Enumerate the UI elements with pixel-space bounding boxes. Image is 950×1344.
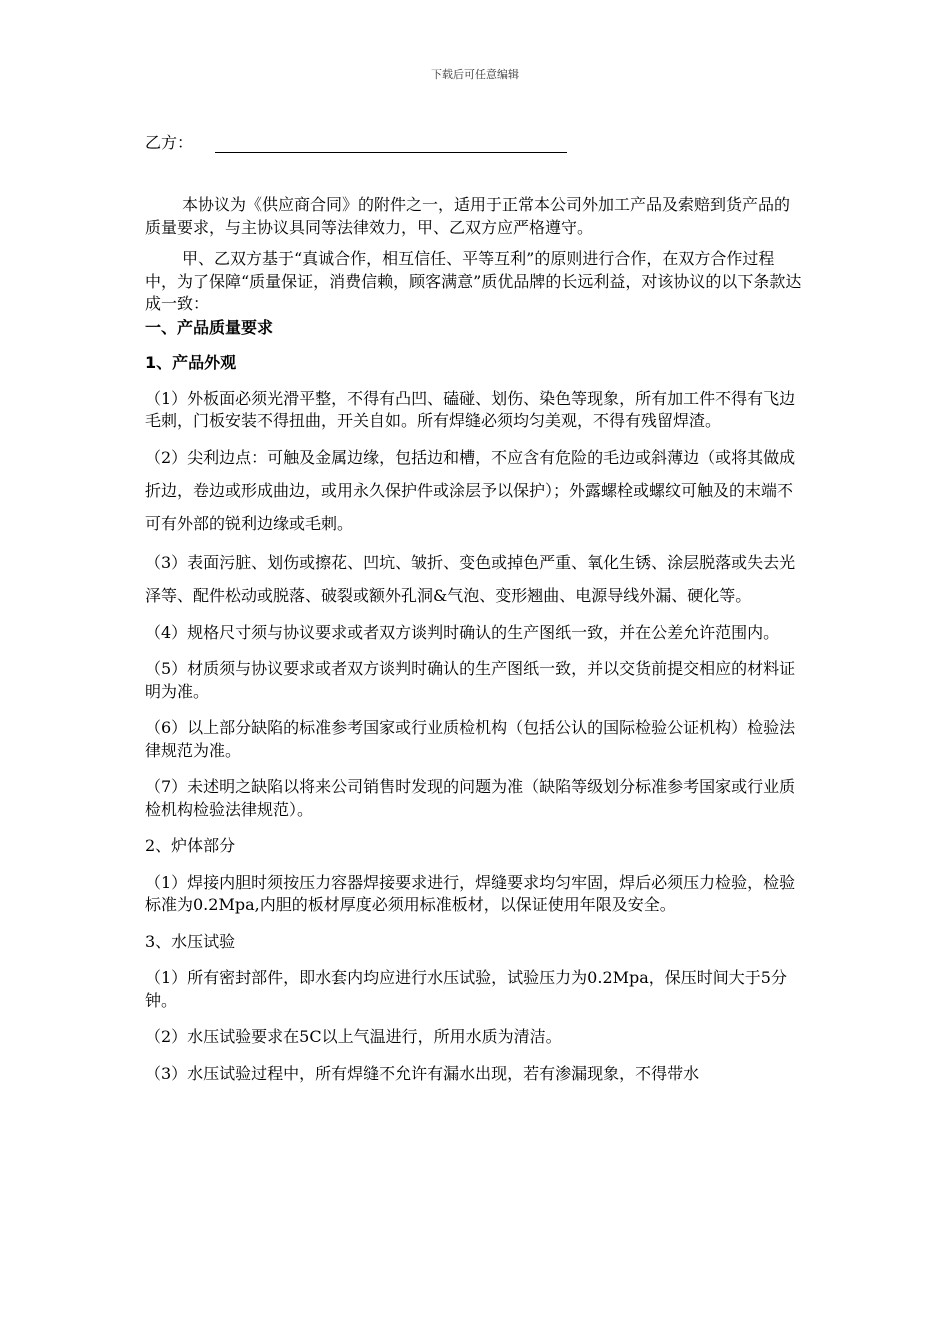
clause-item: （6）以上部分缺陷的标准参考国家或行业质检机构（包括公认的国际检验公证机构）检验法律规范为准。 bbox=[145, 718, 796, 760]
clause-item: （2）尖利边点：可触及金属边缘，包括边和槽，不应含有危险的毛边或斜薄边（或将其做成折边，卷边或形成曲边，或用永久保护件或涂层予以保护）；外露螺栓或螺纹可触及的末端不可有外部的锐利边缘或毛刺。 bbox=[145, 447, 796, 533]
document-body bbox=[145, 123, 805, 1085]
page-header-note: 下载后可任意编辑 bbox=[431, 68, 519, 81]
intro-paragraph: 甲、乙双方基于“真诚合作，相互信任、平等互利”的原则进行合作，在双方合作过程中，为了保障“质量保证，消费信赖，顾客满意”质优品牌的长远利益，对该协议的以下条款达成一致： bbox=[145, 249, 802, 313]
subsection-title: 3、水压试验 bbox=[145, 931, 236, 951]
intro-paragraph: 本协议为《供应商合同》的附件之一，适用于正常本公司外加工产品及索赔到货产品的质量要求，与主协议具同等法律效力，甲、乙双方应严格遵守。 bbox=[145, 195, 791, 237]
party-b-label: 乙方： bbox=[145, 133, 194, 152]
party-b-line bbox=[145, 123, 805, 153]
party-b-blank bbox=[215, 132, 567, 153]
clause-item: （1）外板面必须光滑平整，不得有凸凹、磕碰、划伤、染色等现象，所有加工件不得有飞边毛刺，门板安装不得扭曲，开关自如。所有焊缝必须均匀美观，不得有残留焊渣。 bbox=[145, 388, 796, 430]
clause-item: （1）焊接内胆时须按压力容器焊接要求进行，焊缝要求均匀牢固，焊后必须压力检验，检验标准为0.2Mpa,内胆的板材厚度必须用标准板材，以保证使用年限及安全。 bbox=[145, 872, 796, 914]
clause-item: （5）材质须与协议要求或者双方谈判时确认的生产图纸一致，并以交货前提交相应的材料证明为准。 bbox=[145, 659, 796, 701]
clause-item: （2）水压试验要求在5C以上气温进行，所用水质为清洁。 bbox=[145, 1027, 562, 1046]
clause-item: （4）规格尺寸须与协议要求或者双方谈判时确认的生产图纸一致，并在公差允许范围内。 bbox=[145, 622, 780, 642]
section-title: 一、产品质量要求 bbox=[145, 317, 274, 337]
clause-item: （7）未述明之缺陷以将来公司销售时发现的问题为准（缺陷等级划分标准参考国家或行业质检机构检验法律规范）。 bbox=[145, 777, 796, 819]
clause-item: （1）所有密封部件，即水套内均应进行水压试验，试验压力为0.2Mpa，保压时间大于5分钟。 bbox=[145, 968, 787, 1010]
subsection-title: 2、炉体部分 bbox=[145, 836, 236, 855]
subsection-title: 1、产品外观 bbox=[145, 353, 237, 372]
clause-item: （3）表面污脏、划伤或擦花、凹坑、皱折、变色或掉色严重、氧化生锈、涂层脱落或失去光泽等、配件松动或脱落、破裂或额外孔洞&气泡、变形翘曲、电源导线外漏、硬化等。 bbox=[145, 552, 796, 605]
clause-item: （3）水压试验过程中，所有焊缝不允许有漏水出现，若有渗漏现象，不得带水 bbox=[145, 1063, 700, 1083]
